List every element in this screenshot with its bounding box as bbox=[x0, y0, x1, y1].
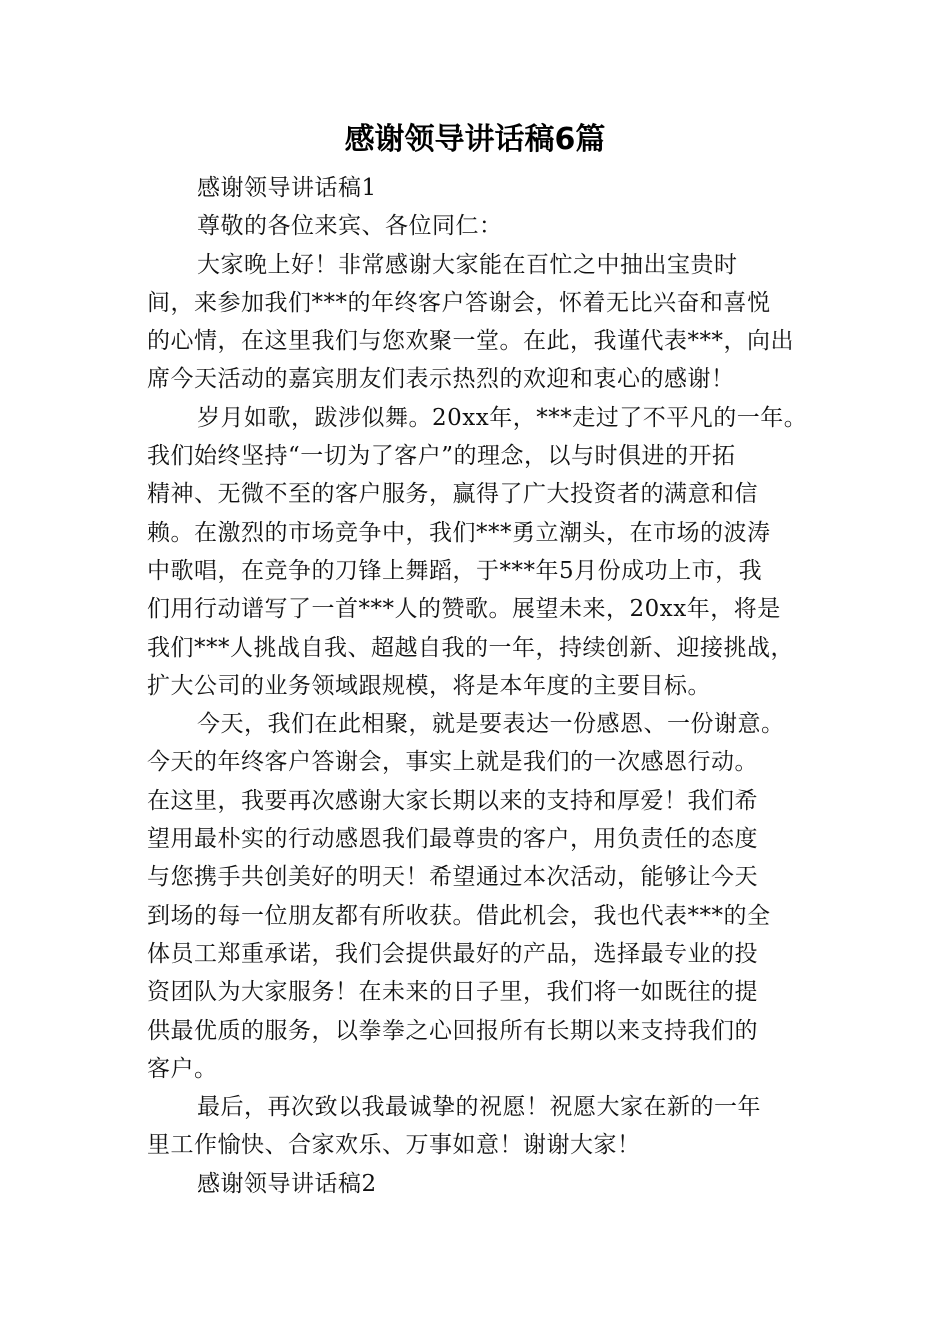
text-line: 精神、无微不至的客户服务，赢得了广大投资者的满意和信 bbox=[147, 481, 758, 508]
text-line: 赖。在激烈的市场竞争中，我们***勇立潮头，在市场的波涛 bbox=[147, 519, 771, 546]
text-line: 体员工郑重承诺，我们会提供最好的产品，选择最专业的投 bbox=[147, 940, 758, 967]
text-line: 今天，我们在此相聚，就是要表达一份感恩、一份谢意。 bbox=[197, 711, 785, 738]
text-line: 在这里，我要再次感谢大家长期以来的支持和厚爱！我们希 bbox=[147, 787, 758, 814]
text-line: 们用行动谱写了一首***人的赞歌。展望未来，20xx年，将是 bbox=[147, 596, 781, 623]
text-line: 资团队为大家服务！在未来的日子里，我们将一如既往的提 bbox=[147, 979, 758, 1006]
text-line: 感谢领导讲话稿2 bbox=[197, 1170, 377, 1197]
text-line: 大家晚上好！非常感谢大家能在百忙之中抽出宝贵时 bbox=[197, 251, 738, 278]
document-title: 感谢领导讲话稿6篇 bbox=[344, 122, 606, 157]
text-line: 尊敬的各位来宾、各位同仁： bbox=[197, 213, 503, 240]
text-line: 的心情，在这里我们与您欢聚一堂。在此，我谨代表***，向出 bbox=[147, 328, 794, 355]
text-line: 供最优质的服务，以拳拳之心回报所有长期以来支持我们的 bbox=[147, 1017, 758, 1044]
text-line: 我们始终坚持“一切为了客户”的理念，以与时俱进的开拓 bbox=[147, 443, 736, 470]
text-line: 与您携手共创美好的明天！希望通过本次活动，能够让今天 bbox=[147, 864, 758, 891]
text-line: 最后，再次致以我最诚挚的祝愿！祝愿大家在新的一年 bbox=[197, 1094, 761, 1121]
text-line: 我们***人挑战自我、超越自我的一年，持续创新、迎接挑战， bbox=[147, 634, 794, 661]
text-line: 扩大公司的业务领域跟规模，将是本年度的主要目标。 bbox=[147, 672, 711, 699]
text-line: 客户。 bbox=[147, 1055, 218, 1082]
text-line: 间，来参加我们***的年终客户答谢会，怀着无比兴奋和喜悦 bbox=[147, 289, 771, 316]
text-line: 感谢领导讲话稿1 bbox=[197, 175, 377, 201]
text-line: 岁月如歌，跋涉似舞。20xx年，***走过了不平凡的一年。 bbox=[197, 404, 808, 431]
document-body bbox=[147, 169, 807, 1203]
text-line: 望用最朴实的行动感恩我们最尊贵的客户，用负责任的态度 bbox=[147, 826, 758, 853]
text-line: 里工作愉快、合家欢乐、万事如意！谢谢大家！ bbox=[147, 1132, 641, 1159]
text-line: 到场的每一位朋友都有所收获。借此机会，我也代表***的全 bbox=[147, 902, 771, 929]
text-line: 席今天活动的嘉宾朋友们表示热烈的欢迎和衷心的感谢！ bbox=[147, 366, 735, 393]
text-line: 今天的年终客户答谢会，事实上就是我们的一次感恩行动。 bbox=[147, 749, 758, 776]
text-line: 中歌唱，在竞争的刀锋上舞蹈，于***年5月份成功上市，我 bbox=[147, 557, 763, 584]
